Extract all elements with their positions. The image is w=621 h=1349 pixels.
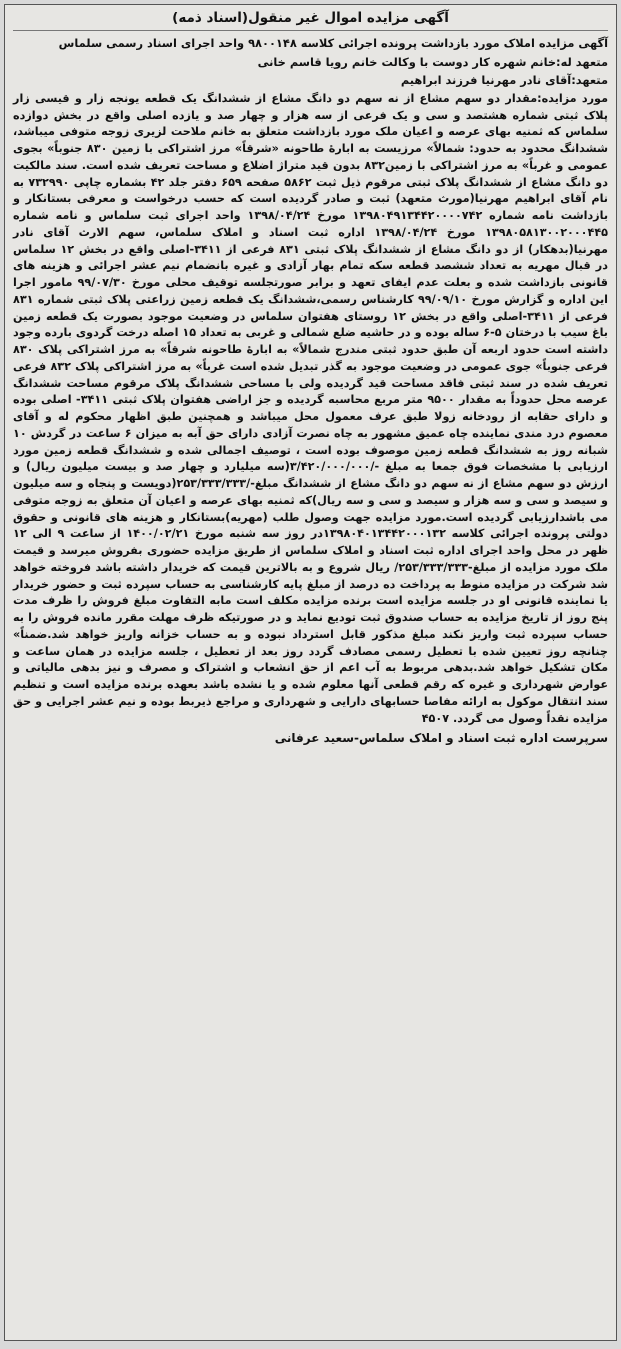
notice-title: آگهی مزایده اموال غیر منقول(اسناد ذمه) bbox=[13, 9, 608, 31]
notice-body: مورد مزایده:مقدار دو سهم مشاع از نه سهم دو دانگ مشاع از ششدانگ یک قطعه یونجه زار و قیسی زار پلاک ثبتی شماره هشتصد و سی و یک فرعی از سه هزار و چهار صد و یازده اصلی واقع در بخش دوازده سلماس که ثمنیه بهای عرصه و اعیان ملک مورد بازداشت متعلق به خانم ملاحت لزیری زوجه متوفی میباشد، ششدانگ محدود به حدود: شمالاً» مرزیست به ابارهٔ طاحونه «شرقاً» مرز اشتراکی با زمین ۸۳۰ جنوباً» بجوی عمومی و غرباً» به مرز اشتراکی با زمین۸۳۲ بدون قید متراژ اضلاع و مساحت تعریف شده است. سند مالکیت دو دانگ مشاع از ششدانگ پلاک ثبتی مرقوم ذیل ثبت ۵۸۶۲ صفحه ۶۵۹ دفتر جلد ۴۲ بشماره چاپی ۷۳۲۹۹۰ به نام آقای ابراهیم مهرنیا(مورث متعهد) ثبت و صادر گردیده است که حسب درخواست و معرفی بستانکار و بازداشت نامه شماره ۱۳۹۸۰۴۹۱۳۴۴۲۰۰۰۰۷۴۲ مورخ ۱۳۹۸/۰۴/۲۴ واحد اجرای ثبت سلماس و نامه شماره ۱۳۹۸۰۵۸۱۳۰۰۲۰۰۰۴۴۵ مورخ ۱۳۹۸/۰۴/۲۴ اداره ثبت اسناد و املاک سلماس، سهم الارث آقای نادر مهرنیا(بدهکار) از دو دانگ مشاع از ششدانگ پلاک ثبتی ۸۳۱ فرعی از ۳۴۱۱-اصلی واقع در بخش ۱۲ سلماس در قبال مهریه به تعداد ششصد قطعه سکه تمام بهار آزادی و غیره بانضمام نیم عشر اجرائی و هزینه های قانونی بازداشت شده و بعلت عدم ایفای تعهد و برابر صورتجلسه توقیف محلی مورخ ۹۹/۰۷/۳۰ مامور اجرا این اداره و گزارش مورخ ۹۹/۰۹/۱۰ کارشناس رسمی،ششدانگ یک قطعه زمین زراعتی پلاک ثبتی شماره ۸۳۱ فرعی از ۳۴۱۱-اصلی واقع در بخش ۱۲ روستای هفتوان سلماس در وضعیت موجود بصورت یک قطعه زمین باغ سیب با درختان ۵-۶ ساله بوده و در حاشیه ضلع شمالی و غربی به تعداد ۱۵ اصله درخت گردوی بارده وجود داشته است حدود اربعه آن طبق حدود ثبتی مندرج شمالاً» به ابارهٔ طاحونه شرقاً» به مرز اشتراکی پلاک ۸۳۰ فرعی جنوباً» جوی عمومی در وضعیت موجود به گذر تبدیل شده است غرباً» به مرز اشتراکی پلاک ۸۳۲ فرعی تعریف شده در سند ثبتی فاقد مساحت قید گردیده ولی با مساحی ششدانگ پلاک مرقوم مساحت ششدانگ عرصه محل حدوداً به مقدار ۹۵۰۰ متر مربع محاسبه گردیده و جز اراضی هفتوان پلاک ثبتی ۳۴۱۱- اصلی بوده و دارای حقابه از رودخانه زولا طبق عرف معمول محل میباشد و همچنین طبق اظهار محکوم له و آقای معصوم درد مندی نماینده چاه عمیق مشهور به چاه نصرت آزادی دارای حق آبه به میزان ۶ ساعت در گردش ۱۰ شبانه روز به ششدانگ قطعه زمین موصوف بوده است ، توصیف اجمالی شده و ششدانگ قطعه زمین مورد ارزیابی با مشخصات فوق جمعا به مبلغ -/۳/۴۲۰/۰۰۰/۰۰۰(سه میلیارد و چهار صد و بیست میلیون ریال) و ارزش دو سهم مشاع از نه سهم دو دانگ مشاع از ششدانگ مبلغ-/۲۵۳/۳۳۳/۳۳۳(دویست و پنجاه و سه میلیون و سیصد و سی و سه هزار و سیصد و سی و سه ریال)که ثمنیه بهای عرصه و اعیان آن متعلق به زوجه متوفی می باشدارزیابی گردیده است.مورد مزایده جهت وصول طلب (مهریه)بستانکار و هزینه های قانونی و حقوق دولتی پرونده اجرائی کلاسه ۱۳۹۸۰۴۰۱۳۴۴۲۰۰۰۱۳۲در روز سه شنبه مورخ ۱۴۰۰/۰۲/۲۱ از ساعت ۹ الی ۱۲ ظهر در محل واحد اجرای اداره ثبت اسناد و املاک سلماس از طریق مزایده حضوری بفروش میرسد و قیمت ملک مورد مزایده از مبلغ-۲۵۳/۳۳۳/۳۳۳/ ریال شروع و به بالاترین قیمت که خریدار داشته باشد فروخته خواهد شد شرکت در مزایده منوط به پرداخت ده درصد از مبلغ پایه کارشناسی به حساب سپرده ثبت و حضور خریدار یا نماینده قانونی او در جلسه مزایده است برنده مزایده مکلف است مابه التفاوت مبلغ فروش را ظرف مدت پنج روز از تاریخ مزایده به حساب صندوق ثبت تودیع نماید و در صورتیکه ظرف مهلت مقرر مانده فروش را به حساب سپرده ثبت واریز نکند مبلغ مذکور قابل استرداد نبوده و به حساب خزانه واریز خواهد شد.ضمناً» چنانچه روز تعیین شده با تعطیل رسمی مصادف گردد روز بعد از تعطیل ، جلسه مزایده در همان ساعت و مکان تشکیل خواهد شد.بدهی مربوط به آب اعم از حق انشعاب و اشتراک و مصرف و نیز بدهی مالیاتی و عوارض شهرداری و غیره که رقم قطعی آنها معلوم شده و یا نشده باشد بعهده برنده مزایده است و تنظیم سند انتقال موکول به ارائه مفاصا حسابهای دارایی و شهرداری و مراجع ذیربط بوده و نیم عشر اجرایی و حق مزایده نقداً وصول می گردد. ۴۵۰۷ bbox=[13, 91, 609, 725]
notice-creditor: متعهد له:خانم شهره کار دوست با وکالت خانم رویا قاسم خانی bbox=[257, 54, 608, 69]
notice-debtor: متعهد:آقای نادر مهرنیا فرزند ابراهیم bbox=[400, 73, 608, 88]
notice-intro: آگهی مزایده املاک مورد بازداشت پرونده اجرائی کلاسه ۹۸۰۰۱۴۸ واحد اجرای اسناد رسمی سلماس bbox=[58, 36, 608, 50]
legal-notice bbox=[4, 4, 617, 1341]
notice-signature: سرپرست اداره ثبت اسناد و املاک سلماس-سعید عرفانی bbox=[274, 731, 608, 746]
